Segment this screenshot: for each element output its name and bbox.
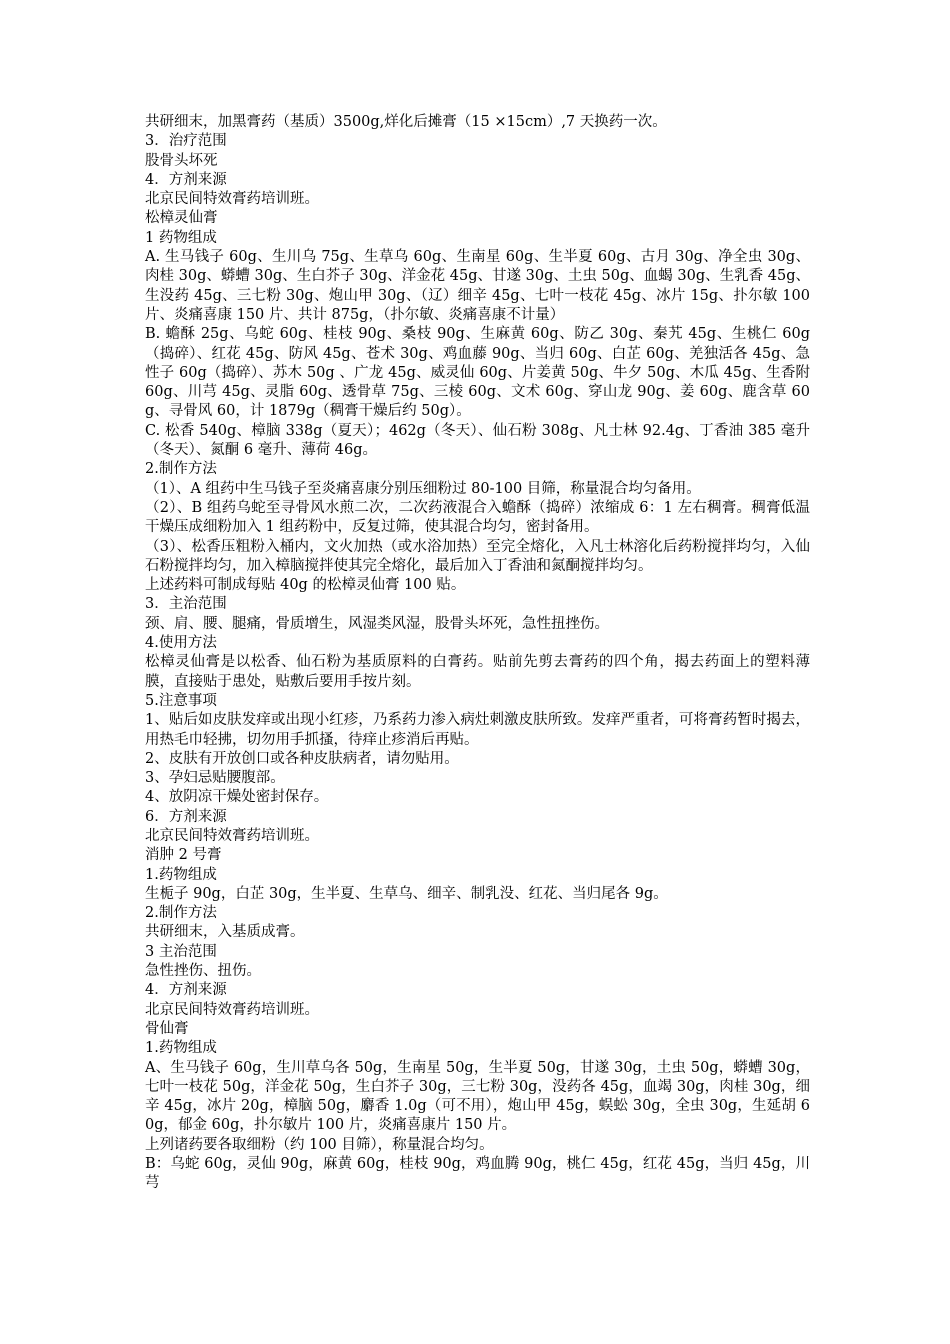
text-line: 松樟灵仙膏是以松香、仙石粉为基质原料的白膏药。贴前先剪去膏药的四个角，揭去药面上的塑料薄膜，直接贴于患处，贴敷后要用手按片刻。 xyxy=(145,654,810,690)
text-line: 5.注意事项 xyxy=(145,692,217,709)
text-line: （2）、B 组药乌蛇至寻骨风水煎二次，二次药液混合入蟾酥（捣碎）浓缩成 6：1 左右稠膏。稠膏低温干燥压成细粉加入 1 组药粉中，反复过筛，使其混合均匀，密封备用。 xyxy=(145,499,810,536)
text-line: 3．主治范围 xyxy=(145,596,227,613)
text-line: 上列诸药要各取细粉（约 100 目筛），称量混合均匀。 xyxy=(145,1136,494,1153)
text-line: （1）、A 组药中生马钱子至炎痛喜康分别压细粉过 80-100 目筛，称量混合均匀备用。 xyxy=(145,480,701,497)
text-line: 骨仙膏 xyxy=(145,1020,189,1037)
text-line: 北京民间特效膏药培训班。 xyxy=(145,827,319,844)
text-line: 消肿 2 号膏 xyxy=(145,847,222,864)
text-line: 北京民间特效膏药培训班。 xyxy=(145,1001,319,1018)
text-line: 急性挫伤、扭伤。 xyxy=(145,963,261,980)
document-page xyxy=(145,113,810,1194)
text-line: A、生马钱子 60g，生川草乌各 50g，生南星 50g，生半夏 50g，甘遂 30g，土虫 50g，蟒螬 30g，七叶一枝花 50g，洋金花 50g，生白芥子 30g，三七粉 30g，没药各 45g，血竭 30g，肉桂 30g，细辛 45g，冰片 20g，樟脑 50g，麝香 1.0g（可不用），炮山甲 45g，蜈蚣 30g，全虫 30g，生延胡 60g，郁金 60g，扑尔敏片 100 片，炎痛喜康片 150 片。 xyxy=(145,1059,810,1134)
text-line: （3）、松香压粗粉入桶内，文火加热（或水浴加热）至完全熔化，入凡士林溶化后药粉搅拌均匀，入仙石粉搅拌均匀，加入樟脑搅拌使其完全熔化，最后加入丁香油和氮酮搅拌均匀。 xyxy=(145,538,810,574)
text-line: 1.药物组成 xyxy=(145,866,217,883)
text-line: 共研细末，入基质成膏。 xyxy=(145,924,305,941)
text-line: 1 药物组成 xyxy=(145,229,217,246)
text-line: 共研细末，加黑膏药（基质）3500g,烊化后摊膏（15 ×15cm）,7 天换药一次。 xyxy=(145,114,667,130)
text-line: A. 生马钱子 60g、生川乌 75g、生草乌 60g、生南星 60g、生半夏 60g、古月 30g、净全虫 30g、肉桂 30g、蟒螬 30g、生白芥子 30g、洋金花 45g、甘遂 30g、土虫 50g、血蝎 30g、生乳香 45g、生没药 45g、三七粉 30g、炮山甲 30g、（辽）细辛 45g、七叶一枝花 45g、冰片 15g、扑尔敏 100 片、炎痛喜康 150 片、共计 875g，（扑尔敏、炎痛喜康不计量） xyxy=(145,249,810,323)
text-line: 2、皮肤有开放创口或各种皮肤病者，请勿贴用。 xyxy=(145,750,459,767)
text-line: 4、放阴凉干燥处密封保存。 xyxy=(145,789,329,806)
text-line: 1.药物组成 xyxy=(145,1040,217,1057)
text-line: 4．方剂来源 xyxy=(145,171,227,188)
text-line: 4.使用方法 xyxy=(145,635,217,652)
text-line: 3．治疗范围 xyxy=(145,133,227,150)
text-line: 2.制作方法 xyxy=(145,461,217,478)
text-line: 2.制作方法 xyxy=(145,905,217,922)
text-line: 股骨头坏死 xyxy=(145,152,218,169)
text-line: 4．方剂来源 xyxy=(145,982,227,999)
text-line: 颈、肩、腰、腿痛，骨质增生，风湿类风湿，股骨头坏死，急性扭挫伤。 xyxy=(145,615,609,632)
text-line: C. 松香 540g、樟脑 338g（夏天）；462g（冬天）、仙石粉 308g、凡士林 92.4g、丁香油 385 毫升（冬天）、氮酮 6 毫升、薄荷 46g。 xyxy=(145,422,810,459)
text-line: 3、孕妇忌贴腰腹部。 xyxy=(145,770,285,787)
text-line: 生栀子 90g，白芷 30g，生半夏、生草乌、细辛、制乳没、红花、当归尾各 9g。 xyxy=(145,885,668,902)
text-line: 6．方剂来源 xyxy=(145,808,227,825)
text-line: 3 主治范围 xyxy=(145,943,217,960)
text-line: 北京民间特效膏药培训班。 xyxy=(145,191,319,208)
text-line: 上述药料可制成每贴 40g 的松樟灵仙膏 100 贴。 xyxy=(145,577,466,594)
text-line: B：乌蛇 60g，灵仙 90g，麻黄 60g，桂枝 90g，鸡血腾 90g，桃仁 45g，红花 45g，当归 45g，川芎 xyxy=(145,1156,810,1192)
text-line: B. 蟾酥 25g、乌蛇 60g、桂枝 90g、桑枝 90g、生麻黄 60g、防乙 30g、秦艽 45g、生桃仁 60g（捣碎）、红花 45g、防风 45g、苍术 30g、鸡血藤 90g、当归 60g、白芷 60g、羌独活各 45g、急性子 60g（捣碎）、苏木 50g 、广龙 45g、威灵仙 60g、片姜黄 50g、牛夕 50g、木瓜 45g、生香附 60g、川芎 45g、灵脂 60g、透骨草 75g、三棱 60g、文术 60g、穿山龙 90g、姜 60g、鹿含草 60g、寻骨风 60，计 1879g（稠膏干燥后约 50g）。 xyxy=(145,326,810,420)
text-line: 1、贴后如皮肤发痒或出现小红疹，乃系药力渗入病灶刺激皮肤所致。发痒严重者，可将膏药暂时揭去，用热毛巾轻拂，切勿用手抓搔，待痒止疹消后再贴。 xyxy=(145,712,810,748)
text-line: 松樟灵仙膏 xyxy=(145,210,218,227)
